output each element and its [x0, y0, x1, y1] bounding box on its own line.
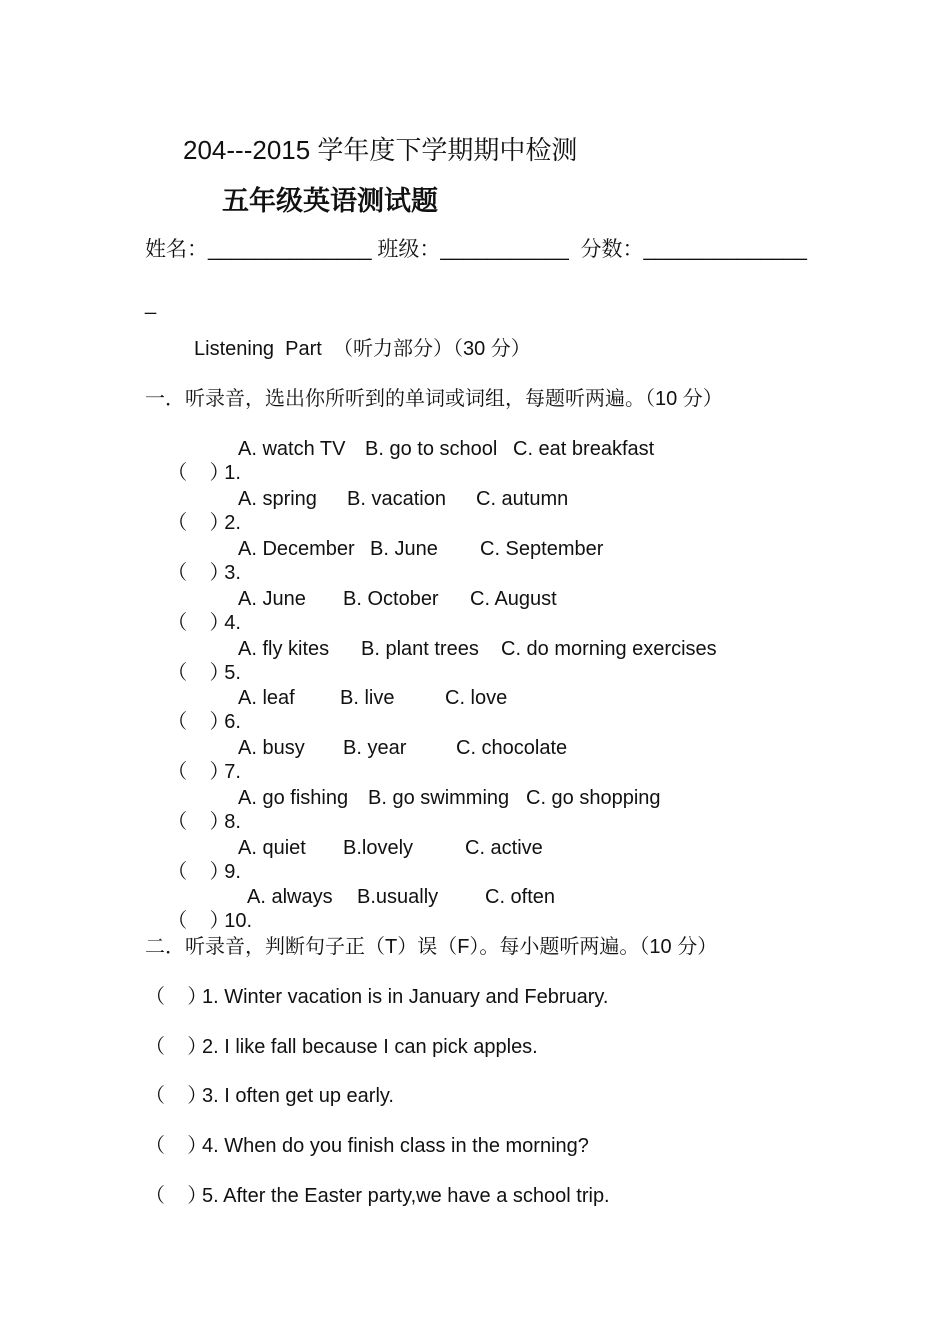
student-info-wrap: _: [145, 293, 157, 315]
listening-heading: Listening Part （听力部分）（30 分）: [194, 338, 531, 360]
list-item: [145, 537, 845, 584]
option-a: A. spring: [238, 488, 317, 510]
answer-blank[interactable]: （ ）: [167, 811, 230, 833]
statement-text: 3. I often get up early.: [202, 1085, 394, 1107]
statement-text: 1. Winter vacation is in January and February.: [202, 986, 609, 1008]
option-b: B. plant trees: [361, 638, 479, 660]
list-item: [145, 587, 845, 634]
question-number: 9.: [224, 861, 253, 883]
option-a: A. busy: [238, 737, 305, 759]
list-item: [145, 686, 845, 733]
statement-text: 4. When do you finish class in the morning?: [202, 1135, 589, 1157]
option-c: C. often: [485, 886, 556, 908]
option-c: C. September: [480, 538, 604, 560]
option-a: A. fly kites: [238, 638, 330, 660]
option-b: B. go swimming: [368, 787, 510, 809]
option-a: A. December: [238, 538, 355, 560]
option-b: B. June: [370, 538, 438, 560]
answer-blank[interactable]: （ ）: [145, 1085, 208, 1107]
list-item: [145, 786, 845, 833]
option-c: C. eat breakfast: [513, 438, 655, 460]
option-b: B. vacation: [347, 488, 446, 510]
answer-blank[interactable]: （ ）: [167, 462, 230, 484]
question-number: 7.: [224, 761, 253, 783]
list-item: [145, 885, 845, 932]
answer-blank[interactable]: （ ）: [167, 861, 230, 883]
list-item: [145, 736, 845, 783]
option-b: B.lovely: [343, 837, 414, 859]
option-b: B. year: [343, 737, 407, 759]
option-a: A. quiet: [238, 837, 306, 859]
list-item: [145, 1184, 610, 1208]
question-number: 6.: [224, 711, 253, 733]
list-item: [145, 437, 845, 484]
answer-blank[interactable]: （ ）: [167, 612, 230, 634]
list-item: [145, 637, 845, 684]
question-number: 5.: [224, 662, 253, 684]
question-number: 1.: [224, 462, 253, 484]
answer-blank[interactable]: （ ）: [145, 986, 208, 1008]
option-a: A. leaf: [238, 687, 295, 709]
option-b: B. go to school: [365, 438, 498, 460]
option-c: C. chocolate: [456, 737, 568, 759]
list-item: [145, 836, 845, 883]
option-c: C. go shopping: [526, 787, 661, 809]
exam-subtitle: 五年级英语测试题: [222, 186, 438, 216]
statement-text: 5. After the Easter party,we have a school trip.: [202, 1185, 610, 1207]
list-item: [145, 1035, 538, 1059]
list-item: [145, 487, 845, 534]
section1-instruction: 一．听录音，选出你所听到的单词或词组，每题听两遍。（10 分）: [145, 388, 723, 410]
answer-blank[interactable]: （ ）: [167, 562, 230, 584]
list-item: [145, 1134, 589, 1158]
student-info-line: 姓名：______________ 班级：___________ 分数：______________: [145, 238, 807, 261]
answer-blank[interactable]: （ ）: [167, 761, 230, 783]
answer-blank[interactable]: （ ）: [167, 910, 230, 932]
answer-blank[interactable]: （ ）: [167, 512, 230, 534]
option-a: A. go fishing: [238, 787, 349, 809]
option-a: A. always: [247, 886, 333, 908]
question-number: 3.: [224, 562, 253, 584]
option-b: B. October: [343, 588, 439, 610]
option-a: A. June: [238, 588, 306, 610]
question-number: 2.: [224, 512, 253, 534]
answer-blank[interactable]: （ ）: [167, 662, 230, 684]
list-item: [145, 985, 608, 1009]
option-c: C. autumn: [476, 488, 569, 510]
answer-blank[interactable]: （ ）: [167, 711, 230, 733]
exam-title: 204---2015 学年度下学期期中检测: [183, 135, 578, 165]
option-c: C. do morning exercises: [501, 638, 717, 660]
answer-blank[interactable]: （ ）: [145, 1036, 208, 1058]
option-c: C. love: [445, 687, 508, 709]
section2-instruction: 二．听录音，判断句子正（T）误（F）。每小题听两遍。（10 分）: [145, 936, 718, 958]
question-number: 4.: [224, 612, 253, 634]
answer-blank[interactable]: （ ）: [145, 1135, 208, 1157]
question-number: 8.: [224, 811, 253, 833]
question-number: 10.: [224, 910, 258, 932]
option-a: A. watch TV: [238, 438, 346, 460]
answer-blank[interactable]: （ ）: [145, 1185, 208, 1207]
statement-text: 2. I like fall because I can pick apples.: [202, 1036, 538, 1058]
option-c: C. August: [470, 588, 557, 610]
option-c: C. active: [465, 837, 543, 859]
option-b: B.usually: [357, 886, 439, 908]
option-b: B. live: [340, 687, 395, 709]
list-item: [145, 1084, 394, 1108]
